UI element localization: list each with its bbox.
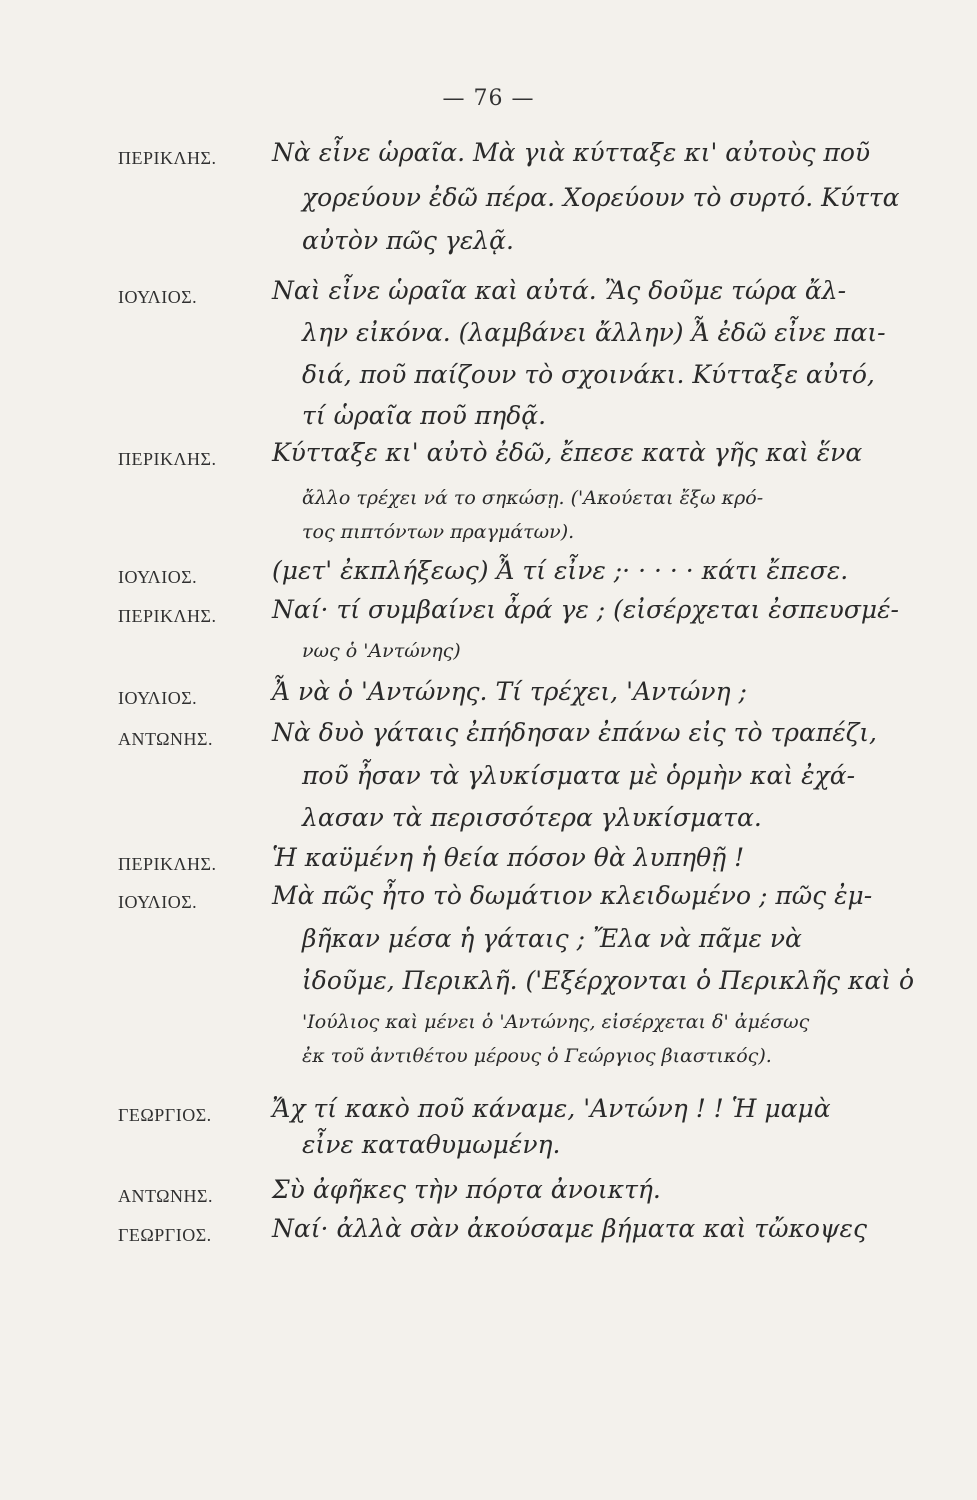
speaker-name: ΓΕΩΡΓΙΟΣ. [118,1105,212,1125]
dialogue-line: εἶνε καταθυμωμένη. [302,1130,561,1159]
speaker-name: ΠΕΡΙΚΛΗΣ. [118,148,217,168]
page-number: — 76 — [442,86,535,111]
speaker-name: ΠΕΡΙΚΛΗΣ. [118,606,217,626]
dialogue-line: Ναὶ εἶνε ὡραῖα καὶ αὐτά. Ἂς δοῦμε τώρα ἄλ- [272,276,847,305]
dialogue-line: Ἆ νὰ ὁ 'Αντώνης. Τί τρέχει, 'Αντώνη ; [272,677,747,706]
dialogue-line: χορεύουν ἐδῶ πέρα. Χορεύουν τὸ συρτό. Κύττα [302,183,900,212]
speaker-name: ΙΟΥΛΙΟΣ. [118,892,198,912]
dialogue-line: 'Ιούλιος καὶ μένει ὁ 'Αντώνης, εἰσέρχεται δ' ἀμέσως [302,1011,810,1033]
dialogue-line: νως ὁ 'Αντώνης) [302,640,461,662]
speaker-name: ΑΝΤΩΝΗΣ. [118,1186,214,1206]
speaker-name: ΙΟΥΛΙΟΣ. [118,287,198,307]
dialogue-line: τος πιπτόντων πραγμάτων). [302,521,575,543]
speaker-name: ΙΟΥΛΙΟΣ. [118,567,198,587]
dialogue-line: Νὰ εἶνε ὡραῖα. Μὰ γιὰ κύτταξε κι' αὐτοὺς ποῦ [272,138,871,167]
dialogue-line: λην εἰκόνα. (λαμβάνει ἄλλην) Ἆ ἐδῶ εἶνε παι- [302,318,886,347]
dialogue-line: ἰδοῦμε, Περικλῆ. ('Εξέρχονται ὁ Περικλῆς καὶ ὁ [302,966,915,995]
dialogue-line: λασαν τὰ περισσότερα γλυκίσματα. [302,803,762,832]
dialogue-line: Ἡ καϋμένη ἡ θεία πόσον θὰ λυπηθῇ ! [272,843,745,872]
dialogue-line: διά, ποῦ παίζουν τὸ σχοινάκι. Κύτταξε αὐτό, [302,360,875,389]
speaker-name: ΑΝΤΩΝΗΣ. [118,729,214,749]
dialogue-line: ποῦ ἦσαν τὰ γλυκίσματα μὲ ὁρμὴν καὶ ἐχά- [302,761,856,790]
dialogue-line: ἐκ τοῦ ἀντιθέτου μέρους ὁ Γεώργιος βιαστικός). [302,1045,772,1067]
dialogue-line: ἄλλο τρέχει νά το σηκώσῃ. ('Ακούεται ἔξω κρό- [302,487,764,509]
dialogue-line: (μετ' ἐκπλήξεως) Ἆ τί εἶνε ;· · · · · κάτι ἔπεσε. [272,556,849,585]
dialogue-line: Ναί· ἀλλὰ σὰν ἀκούσαμε βήματα καὶ τὤκοψες [272,1214,867,1243]
dialogue-line: Σὺ ἀφῆκες τὴν πόρτα ἀνοικτή. [272,1175,661,1204]
dialogue-line: Κύτταξε κι' αὐτὸ ἐδῶ, ἔπεσε κατὰ γῆς καὶ ἕνα [272,438,863,467]
dialogue-line: Νὰ δυὸ γάταις ἐπήδησαν ἐπάνω εἰς τὸ τραπέζι, [272,718,877,747]
speaker-name: ΙΟΥΛΙΟΣ. [118,688,198,708]
dialogue-line: Ναί· τί συμβαίνει ἆρά γε ; (εἰσέρχεται ἐσπευσμέ- [272,595,900,624]
dialogue-line: Ἄχ τί κακὸ ποῦ κάναμε, 'Αντώνη ! ! Ἡ μαμὰ [272,1094,831,1123]
dialogue-line: βῆκαν μέσα ἡ γάταις ; Ἔλα νὰ πᾶμε νὰ [302,924,802,953]
dialogue-line: Μὰ πῶς ἦτο τὸ δωμάτιον κλειδωμένο ; πῶς ἐμ- [272,881,873,910]
speaker-name: ΠΕΡΙΚΛΗΣ. [118,449,217,469]
dialogue-line: τί ὡραῖα ποῦ πηδᾷ. [302,401,547,430]
speaker-name: ΠΕΡΙΚΛΗΣ. [118,854,217,874]
dialogue-line: αὐτὸν πῶς γελᾷ. [302,226,514,255]
speaker-name: ΓΕΩΡΓΙΟΣ. [118,1225,212,1245]
